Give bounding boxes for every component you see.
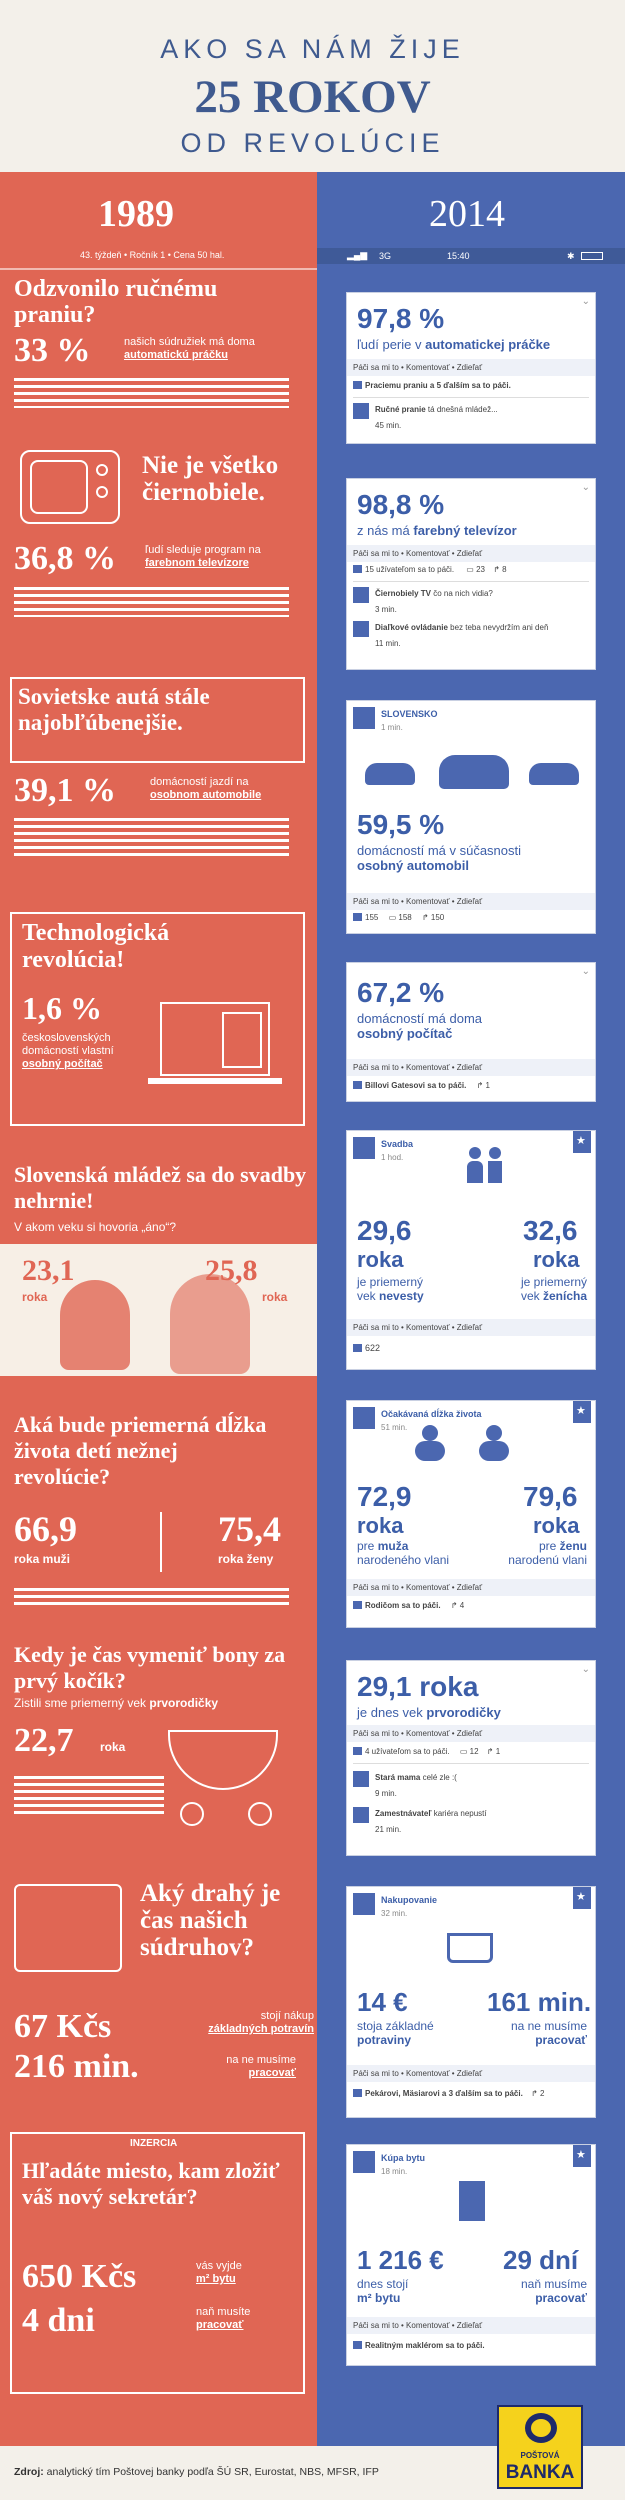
life-divider (160, 1512, 162, 1572)
groom-text: je priemerný vek ženícha (520, 1275, 587, 1303)
comment-time: 45 min. (375, 421, 402, 430)
card-flat: ★ Kúpa bytu 18 min. 1 216 € dnes stojí m² bytu 29 dní naň musíme pracovať Páči sa mi to • Komentovať • Zdieľať Realitným maklérom sa to páči. (346, 2144, 596, 2366)
like-count: 15 užívateľom sa to páči. ▭ 23 ↱ 8 (353, 565, 589, 574)
signal-icon: ▂▄▆ (347, 250, 368, 260)
first-birth-text: je dnes vek prvorodičky (357, 1705, 501, 1720)
life-heading: Aká bude priemerná dĺžka života detí nežnej revolúcie? (14, 1412, 267, 1489)
comment: Stará mama celé zle :( (375, 1773, 457, 1782)
laundry-percent: 33 % (14, 332, 91, 369)
comment: Diaľkové ovládanie bez teba nevydržím ani deň (375, 623, 549, 632)
chevron-down-icon[interactable]: ⌄ (581, 966, 590, 977)
laundry-heading: Odzvonilo ručnému praniu? (14, 276, 218, 328)
baby-boy-icon (413, 1425, 447, 1461)
postova-banka-logo[interactable]: POŠTOVÁ BANKA (497, 2405, 583, 2489)
avatar (353, 621, 369, 637)
left-column-1989 (0, 172, 317, 2446)
building-icon (459, 2181, 485, 2221)
reactions: 155 ▭ 158 ↱ 150 (353, 913, 589, 922)
bride-text: je priemerný vek nevesty (357, 1275, 424, 1303)
food-cost-text: stojí nákup základných potravín (208, 2010, 314, 2035)
car-text-2014: domácností má v súčasnosti osobný automobil (357, 843, 522, 873)
like-count: 622 (353, 1343, 589, 1353)
like-bar[interactable]: Páči sa mi to • Komentovať • Zdieľať (347, 545, 595, 562)
divider (0, 268, 317, 270)
like-count: Praciemu praniu a 5 ďalším sa to páči. (353, 381, 589, 390)
life-men-label: roka muži (14, 1552, 71, 1566)
tv-stripes (14, 587, 289, 617)
battery-icon (581, 252, 603, 260)
card-color-tv: ⌄ 98,8 % z nás má farebný televízor Páči sa mi to • Komentovať • Zdieľať 15 užívateľom sa to páči. ▭ 23 ↱ 8 Čiernobiely TV čo na nich vidia? 3 min. Diaľkové ovládanie bez teba nevydržím ani deň 11 min. (346, 478, 596, 670)
pram-stripes (14, 1776, 164, 1816)
life-women-value: 75,4 (218, 1509, 281, 1549)
pram-unit: roka (100, 1740, 126, 1754)
washing-percent: 97,8 % (357, 303, 445, 334)
food-cost-value: 67 Kčs (14, 2008, 112, 2045)
card-washing-machine (346, 292, 596, 444)
car-icons (361, 751, 581, 795)
computer-icon (160, 1002, 270, 1076)
wedding-heading: Slovenská mládež sa do svadby nehrnie! (14, 1162, 307, 1213)
chevron-down-icon[interactable]: ⌄ (581, 296, 590, 307)
post-horn-icon (525, 2413, 557, 2443)
avatar (353, 1771, 369, 1787)
bride-groom-icon (467, 1147, 505, 1183)
year-1989: 1989 (98, 193, 174, 235)
flat-price-text-2014: dnes stojí m² bytu (357, 2277, 409, 2305)
card-shopping: ★ Nakupovanie 32 min. 14 € stoja základné potraviny 161 min. na ne musíme pracovať Páči sa mi to • Komentovať • Zdieľať Pekárovi, Mäsiarovi a 3 ďalším sa to páči. ↱ 2 (346, 1886, 596, 2118)
like-count: Rodičom sa to páči. ↱ 4 (353, 1601, 589, 1610)
food-cost-2014: 14 € (357, 1987, 408, 2017)
tv-text-2014: z nás má farebný televízor (357, 523, 517, 538)
star-bookmark-icon[interactable] (573, 1887, 591, 1909)
star-bookmark-icon[interactable] (573, 1131, 591, 1153)
like-count: Realitným maklérom sa to páči. (353, 2341, 589, 2350)
chevron-down-icon[interactable]: ⌄ (581, 1664, 590, 1675)
comment: Zamestnávateľ kariéra nepustí (375, 1809, 487, 1818)
flat-work-2014: 29 dní (503, 2245, 579, 2275)
bride-age-2014: 29,6 (357, 1215, 412, 1246)
like-bar[interactable]: Páči sa mi to • Komentovať • Zdieľať (347, 2317, 595, 2334)
title-line-1: AKO SA NÁM ŽIJE (160, 34, 465, 64)
like-count: Billovi Gatesovi sa to páči. ↱ 1 (353, 1081, 589, 1090)
life-stripes (14, 1588, 289, 1608)
flat-work-value: 4 dni (22, 2302, 95, 2339)
car-percent-2014: 59,5 % (357, 809, 445, 840)
flat-heading: Hľadáte miesto, kam zložiť váš nový sekretár? (22, 2158, 280, 2209)
avatar (353, 1893, 375, 1915)
title-line-3: OD REVOLÚCIE (180, 128, 445, 158)
baby-girl-icon (477, 1425, 511, 1461)
like-count: Pekárovi, Mäsiarovi a 3 ďalším sa to páči. ↱ 2 (353, 2089, 589, 2098)
wedding-bride-unit: roka (22, 1290, 48, 1304)
like-bar[interactable]: Páči sa mi to • Komentovať • Zdieľať (347, 359, 595, 376)
year-2014: 2014 (429, 193, 505, 235)
flat-price-text: vás vyjde m² bytu (196, 2260, 242, 2285)
food-cost-text-2014: stoja základné potraviny (357, 2019, 434, 2047)
like-bar[interactable]: Páči sa mi to • Komentovať • Zdieľať (347, 1579, 595, 1596)
computer-text: československých domácností vlastní osobný počítač (22, 1032, 114, 1070)
laundry-stripes (14, 378, 289, 408)
pram-heading: Kedy je čas vymeniť bony za prvý kočík? (14, 1642, 286, 1693)
avatar (353, 1137, 375, 1159)
wedding-groom-age: 25,8 (205, 1254, 258, 1287)
food-work-value: 216 min. (14, 2048, 139, 2085)
avatar (353, 403, 369, 419)
like-bar[interactable]: Páči sa mi to • Komentovať • Zdieľať (347, 1059, 595, 1076)
like-count: 4 užívateľom sa to páči. ▭ 12 ↱ 1 (353, 1747, 589, 1756)
wedding-groom-unit: roka (262, 1290, 288, 1304)
wedding-bride-age: 23,1 (22, 1254, 75, 1287)
computer-text-2014: domácností má doma osobný počítač (357, 1011, 483, 1041)
food-work-2014: 161 min. (487, 1987, 592, 2017)
source-note: Zdroj: analytický tím Poštovej banky podľa ŠÚ SR, Eurostat, NBS, MFSR, IFP (14, 2466, 379, 2478)
groom-age-2014: 32,6 (523, 1215, 578, 1246)
car-stripes (14, 818, 289, 858)
card-computer (346, 962, 596, 1102)
computer-percent: 1,6 % (22, 990, 102, 1026)
like-bar[interactable]: Páči sa mi to • Komentovať • Zdieľať (347, 1725, 595, 1742)
star-bookmark-icon[interactable] (573, 1401, 591, 1423)
avatar (353, 2151, 375, 2173)
card-life-expectancy: ★ Očakávaná dĺžka života 51 min. 72,9 roka pre muža narodeného vlani 79,6 roka pre ženu narodenú vlani Páči sa mi to • Komentovať • Zdieľať Rodičom sa to páči. ↱ 4 (346, 1400, 596, 1628)
chevron-down-icon[interactable]: ⌄ (581, 482, 590, 493)
life-women-label: roka ženy (218, 1552, 274, 1566)
like-bar[interactable]: Páči sa mi to • Komentovať • Zdieľať (347, 893, 595, 910)
pram-wheel-icon (180, 1802, 204, 1826)
card-first-birth: ⌄ 29,1 roka je dnes vek prvorodičky Páči sa mi to • Komentovať • Zdieľať 4 užívateľom sa to páči. ▭ 12 ↱ 1 Stará mama celé zle :( 9 min. Zamestnávateľ kariéra nepustí 21 min. (346, 1660, 596, 1856)
flat-work-text: naň musíte pracovať (196, 2306, 251, 2331)
retro-tv-icon (20, 450, 120, 524)
food-work-text: na ne musíme pracovať (226, 2054, 296, 2079)
card-car: SLOVENSKO 1 min. 59,5 % domácností má v súčasnosti osobný automobil Páči sa mi to • Komentovať • Zdieľať 155 ▭ 158 ↱ 150 (346, 700, 596, 934)
flat-price-value: 650 Kčs (22, 2258, 137, 2295)
pram-wheel-icon (248, 1802, 272, 1826)
ad-label: INZERCIA (130, 2138, 178, 2149)
pram-value: 22,7 (14, 1722, 74, 1759)
computer-percent-2014: 67,2 % (357, 977, 445, 1008)
like-bar[interactable]: Páči sa mi to • Komentovať • Zdieľať (347, 2065, 595, 2082)
flat-work-text-2014: naň musíme pracovať (520, 2277, 587, 2305)
phone-status-bar: ▂▄▆ 3G 15:40 ✱ (317, 248, 625, 264)
flat-price-2014: 1 216 € (357, 2245, 444, 2275)
first-birth-age-2014: 29,1 roka (357, 1671, 479, 1702)
women-life-text: pre ženu narodenú vlani (508, 1539, 587, 1567)
laundry-text: našich súdružiek má doma automatickú práčku (124, 336, 255, 361)
tv-heading: Nie je všetko čiernobiele. (142, 452, 279, 506)
pram-text: Zistili sme priemerný vek prvorodičky (14, 1696, 219, 1710)
star-bookmark-icon[interactable] (573, 2145, 591, 2167)
card-wedding: ★ Svadba 1 hod. 29,6 roka je priemerný vek nevesty 32,6 roka je priemerný vek ženícha Páči sa mi to • Komentovať • Zdieľať 622 (346, 1130, 596, 1370)
food-work-text-2014: na ne musíme pracovať (510, 2019, 587, 2047)
car-text: domácností jazdí na osobnom automobile (150, 776, 262, 801)
newspaper-meta: 43. týždeň • Ročník 1 • Cena 50 hal. (80, 250, 225, 260)
avatar (353, 1407, 375, 1429)
men-life-text: pre muža narodeného vlani (357, 1539, 450, 1567)
washing-text: ľudí perie v automatickej práčke (357, 337, 551, 352)
shopping-basket-icon (447, 1933, 493, 1963)
avatar (353, 587, 369, 603)
men-life-2014: 72,9 (357, 1481, 412, 1512)
bluetooth-icon: ✱ (567, 251, 575, 261)
thumbs-up-icon (353, 381, 362, 389)
avatar (353, 1807, 369, 1823)
pram-icon (168, 1730, 278, 1790)
page-header (0, 0, 625, 172)
computer-heading: Technologická revolúcia! (22, 920, 170, 973)
comment: Čiernobiely TV čo na nich vidia? (375, 589, 493, 598)
tv-percent-2014: 98,8 % (357, 489, 445, 520)
car-heading: Sovietske autá stále najobľúbenejšie. (18, 684, 210, 735)
tv-percent: 36,8 % (14, 540, 116, 577)
tv-text: ľudí sleduje program na farebnom televízore (145, 544, 261, 569)
shopping-basket-icon (14, 1884, 122, 1972)
wedding-question: V akom veku si hovoria „áno“? (14, 1220, 177, 1234)
like-bar[interactable]: Páči sa mi to • Komentovať • Zdieľať (347, 1319, 595, 1336)
computer-base (148, 1078, 282, 1084)
women-life-2014: 79,6 (523, 1481, 578, 1512)
car-percent: 39,1 % (14, 772, 116, 809)
cost-heading: Aký drahý je čas našich súdruhov? (140, 1880, 281, 1961)
comment: Ručné pranie tá dnešná mládež... (375, 405, 498, 414)
title-line-2: 25 ROKOV (194, 71, 431, 123)
life-men-value: 66,9 (14, 1509, 77, 1549)
avatar (353, 707, 375, 729)
